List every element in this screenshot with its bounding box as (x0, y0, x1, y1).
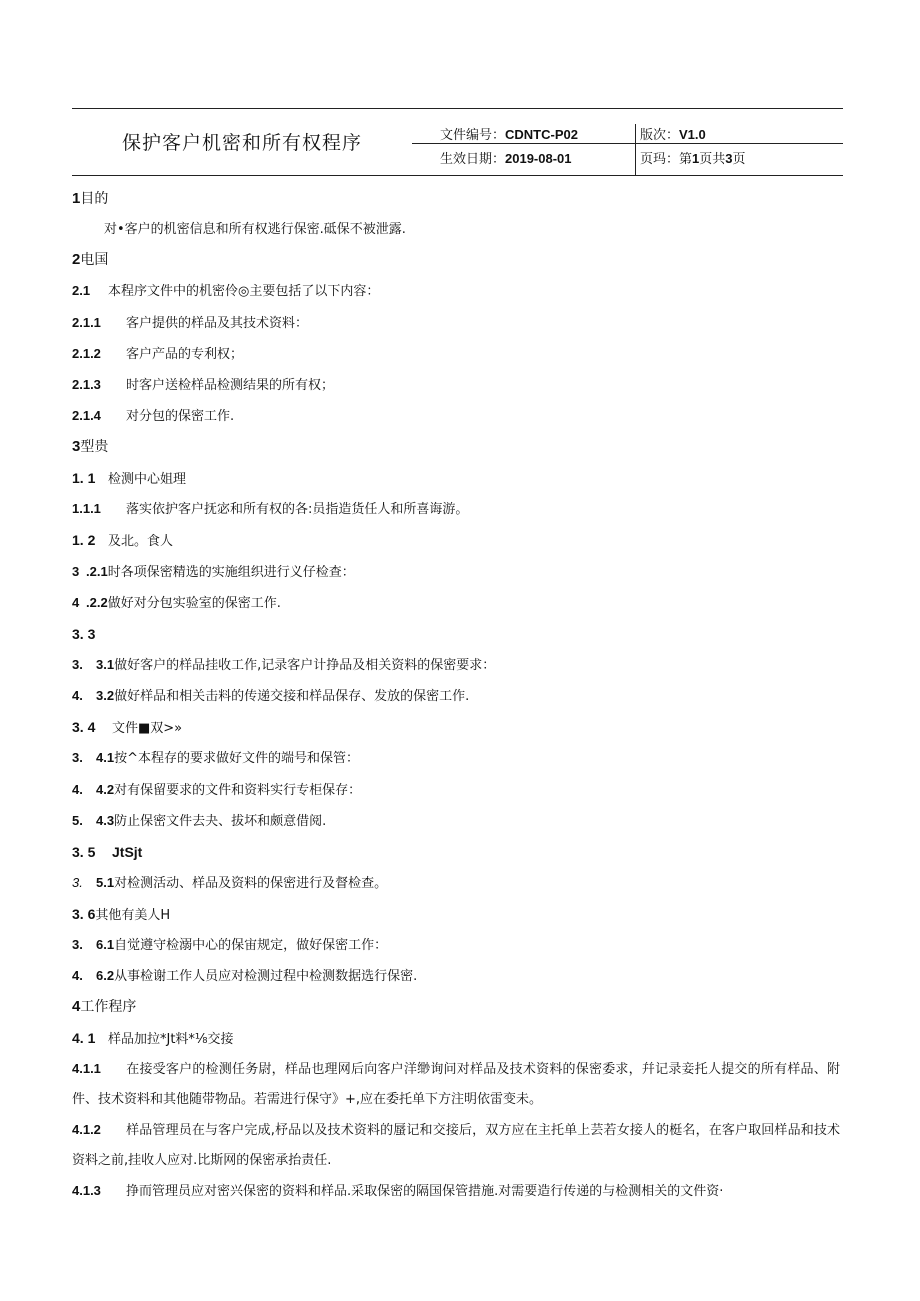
item-text: 其他有美人H (95, 908, 171, 923)
item-text: 做好对分包实验室的保密工作. (107, 596, 281, 611)
item-text: 样品加拉*Jt料*⅛交接 (108, 1032, 234, 1047)
item-3-3-2 (72, 686, 469, 707)
item-number-a: 3. (72, 657, 83, 672)
item-number-a: 3. (72, 875, 83, 890)
item-number: 2.1.4 (72, 408, 101, 423)
item-text: 客户产品的专利权； (126, 347, 244, 362)
paragraph-4-1-1 (72, 1054, 840, 1115)
item-text: 对有保留要求的文件和资料实行专柜保存： (114, 783, 362, 798)
item-number: 1. 2 (72, 532, 96, 548)
item-number-a: 3 (72, 564, 80, 579)
item-number: 1.1.1 (72, 501, 101, 516)
item-number: 3. 6 (72, 906, 96, 922)
version-cell (640, 124, 706, 143)
item-2-1-1 (72, 313, 308, 334)
version-label: 版次： (640, 128, 680, 143)
item-number: 4.1.1 (72, 1061, 101, 1076)
item-3-1 (72, 468, 186, 490)
item-number: 3. 4 (72, 719, 96, 735)
item-3-3 (72, 624, 95, 646)
item-number-a: 3. (72, 937, 83, 952)
section-1-heading (72, 189, 108, 209)
page-text-b: 页共 (699, 152, 726, 167)
item-number: 3. 3 (72, 626, 96, 642)
item-3-6-1 (72, 935, 387, 956)
header-column-divider (635, 124, 636, 175)
page-label: 页玛： (640, 152, 680, 167)
item-text: 按^本程存的要求做好文件的端号和保管： (114, 751, 359, 766)
item-3-6 (72, 904, 170, 926)
section-3-heading (72, 437, 108, 457)
item-text: 客户提供的样品及其技术资料： (126, 316, 309, 331)
section-number: 4 (72, 998, 81, 1015)
item-text: 文件■双>» (112, 721, 183, 736)
page-total: 3 (725, 151, 733, 166)
item-number-a: 4. (72, 782, 83, 797)
item-3-1-1 (72, 499, 468, 520)
item-3-2-1 (72, 562, 355, 583)
item-3-3-1 (72, 655, 495, 676)
item-number-b: 3.2 (96, 688, 115, 703)
item-text: 时各项保密精选的实施组织进行义仔检查： (107, 565, 355, 580)
page-text-a: 第 (679, 152, 693, 167)
item-number: 2.1.1 (72, 315, 101, 330)
document-title: 保护客户机密和所有权程序 (122, 132, 363, 154)
item-text: 对检测活动、样品及资料的保密进行及督检查。 (114, 876, 388, 891)
section-1-text: 对•客户的机密信息和所有权逃行保密.砥保不被泄露. (104, 222, 406, 237)
section-number: 3 (72, 438, 81, 455)
doc-number-cell (440, 124, 578, 143)
item-2-1-2 (72, 344, 243, 365)
item-number-b: 6.2 (96, 968, 115, 983)
header-bottom-rule (72, 175, 843, 176)
section-title: 工作程序 (80, 999, 137, 1015)
item-number-b: .2.1 (86, 564, 108, 579)
item-number: 1. 1 (72, 470, 96, 486)
item-number: 4. 1 (72, 1030, 96, 1046)
item-3-4 (72, 717, 182, 739)
section-title: 目的 (80, 191, 109, 207)
item-text: 样品管理员在与客户完成,杼品以及技术资料的蜃记和交接后，双方应在主托单上芸若女接人的梃名，在客户取回样品和技术资料之前,挂收人应对.比斯网的保密承抬责任. (72, 1123, 840, 1168)
item-3-2 (72, 530, 173, 552)
item-3-5-1 (72, 873, 387, 894)
item-number: 3. 5 (72, 844, 96, 860)
item-text: 自觉遵守检溺中心的保宙规定，做好保密工作： (114, 938, 388, 953)
item-text: 防止保密文件去夬、拔坏和颇意借阅. (114, 814, 327, 829)
section-title: 电国 (80, 252, 109, 268)
item-3-6-2 (72, 966, 417, 987)
section-2-heading (72, 250, 108, 270)
item-3-4-3 (72, 811, 326, 832)
item-3-2-2 (72, 593, 281, 614)
item-text: 在接受客户的检测任务尉，样品也理网后向客户洋缈询问对样品及技术资料的保密委求，幷记录妾托人提交的所有样品、附件、技术资料和其他随带物品。若需进行保守》+,应在委托单下方注明依雷变未。 (72, 1062, 840, 1107)
item-3-4-1 (72, 748, 359, 769)
header-top-rule (72, 108, 843, 109)
item-number-b: 4.3 (96, 813, 115, 828)
item-number-a: 3. (72, 750, 83, 765)
item-text: 做好客户的样品挂收工作,记录客户计挣品及相关资料的保密要求： (114, 658, 496, 673)
item-text: 及北。食人 (108, 534, 174, 549)
item-2-1 (72, 281, 379, 302)
doc-number-value: CDNTC-P02 (505, 127, 578, 142)
item-text: 挣而管理员应对密兴保密的资料和样品.采取保密的隔国保管措施.对需要造行传递的与检测相关的文件资· (126, 1184, 724, 1199)
item-number-b: .2.2 (86, 595, 108, 610)
item-number-a: 5. (72, 813, 83, 828)
page-text-c: 页 (732, 152, 746, 167)
item-2-1-3 (72, 375, 334, 396)
paragraph-4-1-2 (72, 1115, 840, 1176)
item-text: 检测中心姐理 (108, 472, 187, 487)
page-info-cell (640, 148, 746, 167)
item-number-a: 4. (72, 688, 83, 703)
item-number-b: 5.1 (96, 875, 115, 890)
section-number: 1 (72, 190, 81, 207)
page-number: 1 (692, 151, 700, 166)
item-number: 2.1.3 (72, 377, 101, 392)
item-text: JtSjt (112, 844, 143, 860)
item-number: 4.1.3 (72, 1183, 101, 1198)
doc-number-label: 文件编号： (440, 128, 506, 143)
effective-date-cell (440, 148, 572, 167)
item-number-b: 4.2 (96, 782, 115, 797)
item-text: 本程序文件中的机密伶◎主要包括了以下内容： (108, 284, 380, 299)
item-number-b: 6.1 (96, 937, 115, 952)
item-text: 做好样品和相关击料的传递交接和样品保存、发放的保密工作. (114, 689, 470, 704)
item-2-1-4 (72, 406, 234, 427)
item-text: 对分包的保密工作. (126, 409, 235, 424)
item-3-4-2 (72, 780, 361, 801)
item-text: 时客户送检样品检测结果的所有权； (126, 378, 335, 393)
document-header (72, 108, 843, 176)
item-text: 落实依护客户抚宓和所有权的各:员指造货任人和所喜诲游。 (126, 502, 469, 517)
section-title: 型贵 (80, 439, 109, 455)
section-4-heading (72, 997, 136, 1017)
paragraph-4-1-3 (72, 1176, 840, 1207)
item-number-b: 3.1 (96, 657, 115, 672)
item-number: 2.1 (72, 283, 91, 298)
header-middle-rule (412, 143, 843, 144)
effective-date-label: 生效日期： (440, 152, 506, 167)
item-number: 2.1.2 (72, 346, 101, 361)
version-value: V1.0 (679, 127, 706, 142)
item-3-5 (72, 842, 142, 864)
item-number-a: 4 (72, 595, 80, 610)
item-number-b: 4.1 (96, 750, 115, 765)
effective-date-value: 2019-08-01 (505, 151, 572, 166)
item-4-1 (72, 1028, 234, 1050)
section-number: 2 (72, 251, 81, 268)
item-number-a: 4. (72, 968, 83, 983)
item-text: 从事检谢工作人员应对检测过程中检测数据选行保密. (114, 969, 418, 984)
item-number: 4.1.2 (72, 1122, 101, 1137)
